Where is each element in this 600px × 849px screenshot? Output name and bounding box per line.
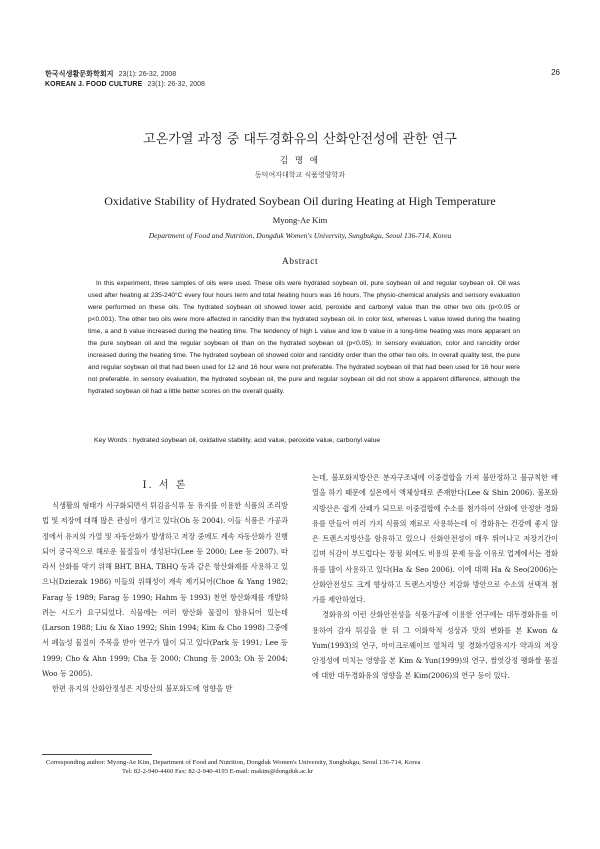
section-heading-introduction: I. 서 론 (142, 480, 188, 491)
body-column-left (42, 498, 288, 696)
abstract-heading: Abstract (281, 257, 319, 267)
abstract-text: In this experiment, three samples of oils were used. These oils were hydrated soybean oil, pure soybean oil and regular soybean oil. Oil was used after heating at 235-240°C every four hours term and total heating hours was 16 hours. The physio-chemical analysis and sensory evaluation were performed on these oils. The hydrated soybean oil showed lower acid, peroxide and carbonyl value than the other two oils (p<0.05 or p<0.001). The other two oils were more affected in rancidity than the hydrated soybean oil. In color test, whereas L value lowed during the heating time, a and b value increased during the heating time. The tendency of high L value and low b value in a long-time heating was more apparant on the pure soybean oil and the regular soybean oil than on the hydrated soybean oil (p<0.05). In sensory evaluation, color and rancidity order increased during the heating time. The hydrated soybean oil showed color and rancidity order than the other two oils. In overall quality test, the pure and regular soybean oil that had been used for 12 and 16 hour were not preferable. The hydrated soybean oil that had been used for 16 hour were not preferable. In sensory evaluation, the hydrated soybean oil, the pure and regular soybean oil did not show a apparent difference, although the hydrated soybean oil had a little better scores on the overall quality. (88, 280, 520, 395)
paragraph: 한편 유지의 산화안정성은 지방산의 불포화도에 영향을 받 (52, 684, 233, 693)
title-korean: 고온가열 과정 중 대두경화유의 산화안전성에 관한 연구 (143, 132, 457, 147)
journal-header-ko (45, 70, 205, 80)
keywords (88, 437, 520, 444)
footnote-line-1: Corresponding author: Myong-Ae Kim, Department of Food and Nutrition, Dongduk Women's University, Sungbukgu, Seoul 136-714, Korea (46, 759, 421, 766)
journal-header (45, 70, 205, 90)
journal-info-en: 23(1): 26-32, 2008 (147, 81, 205, 88)
footnote-divider (42, 754, 152, 755)
title-english: Oxidative Stability of Hydrated Soybean Oil during Heating at High Temperature (104, 194, 496, 208)
body-column-right (312, 470, 558, 684)
author-english: Myong-Ae Kim (272, 215, 328, 225)
paragraph: 식생활의 형태가 서구화되면서 튀김음식류 등 유지를 이용한 식품의 조리방법 및 저장에 대해 많은 관심이 생기고 있다(Oh 등 2004). 이들 식품은 가공과정에서 유지의 가열 및 자동산화가 발생하고 저장 중에도 계속 자동산화가 진행되어 궁극적으로 해로운 물질들이 생성된다(Lee 등 2000; Lee 등 2007). 따라서 산화를 막기 위해 BHT, BHA, TBHQ 등과 같은 항산화제를 사용하고 있으나(Dziezak 1986) 이들의 위해성이 계속 제기되어(Choe & Yang 1982; Farag 등 1989; Farag 등 1990; Hahm 등 1993) 천연 항산화제를 개발하려는 시도가 요구되었다. 식물에는 여러 항산화 물질이 함유되어 있는데(Larson 1988; Liu & Xiao 1992; Shin 1994; Kim & Cho 1998) 그중에서 페놀성 물질이 주목을 받아 연구가 많이 되고 있다(Park 등 1991; Lee 등 1999; Cho & Ahn 1999; Cha 등 2000; Chung 등 2003; Oh 등 2004; Woo 등 2005). (42, 501, 288, 678)
keywords-list: : hydrated soybean oil, oxidative stability, acid value, peroxide value, carbonyl value (129, 437, 381, 444)
paragraph: 경화유의 이런 산화안전성을 식품가공에 이용한 연구에는 대두경화유를 이용하여 감자 튀김을 한 뒤 그 이화학적 성상과 맛의 변화를 본 Kwon & Yum(1993)의 연구, 마이크로웨이브 열처리 및 경화가열유지가 약과의 저장 안정성에 미치는 영향을 본 Kim & Yun(1999)의 연구, 쌀엿강정 팽화쌀 품질에 대한 대두경화유의 영향을 본 Kim(2006)의 연구 등이 있다. (312, 610, 558, 681)
journal-header-en (45, 80, 205, 90)
journal-info-ko: 23(1): 26-32, 2008 (118, 71, 177, 78)
keywords-label: Key Words (94, 437, 128, 444)
page-number: 26 (551, 68, 560, 77)
paragraph: 는데, 불포화지방산은 분자구조내에 이중결합을 가져 불안정하고 불규칙한 배열을 하기 때문에 실온에서 액체상태로 존재한다(Lee & Shin 2006). 불포화지방산은 쉽게 산패가 되므로 이중결합에 수소를 첨가하여 산화에 안정한 경화유를 만들어 여러 가지 식품의 재료로 사용하는데 이 경화유는 건강에 좋지 않은 트랜스지방산을 함유하고 있으나 산화안전성이 매우 뛰어나고 저장기간이 길며 식감이 부드럽다는 장점 외에도 비용의 문제 등을 이유로 업계에서는 경화유를 많이 사용하고 있다(Ha & Seo 2006). 이에 대해 Ha & Seo(2006)는 산화안전성도 크게 향상하고 트랜스지방산 저감화 방안으로 수소의 선택적 첨가를 제안하였다. (312, 473, 558, 604)
affiliation-korean: 동덕여자대학교 식품영양학과 (254, 171, 346, 179)
affiliation-english: Department of Food and Nutrition, Dongduk Women's University, Sungbukgu, Seoul 136-714, Korea (148, 231, 452, 240)
journal-name-ko: 한국식생활문화학회지 (45, 71, 114, 78)
author-korean: 김 명 애 (279, 156, 321, 166)
journal-name-en: KOREAN J. FOOD CULTURE (45, 81, 143, 88)
footnote-line-2: Tel: 82-2-940-4460 Fax: 82-2-940-4193 E-mail: makim@dongduk.ac.kr (122, 768, 314, 775)
corresponding-author-footnote (46, 758, 566, 776)
